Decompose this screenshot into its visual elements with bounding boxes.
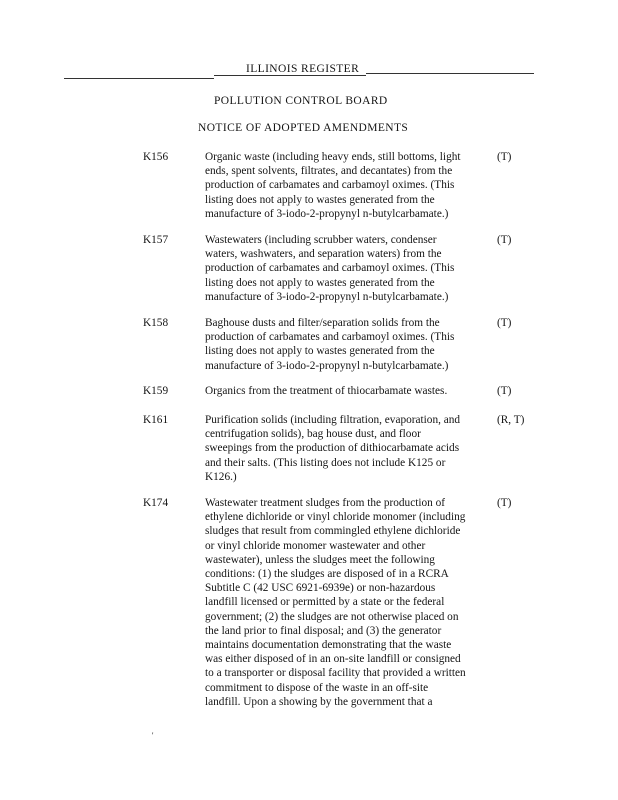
description-line: government; (2) the sludges are not otherwise placed on — [205, 610, 459, 623]
description-line: ethylene dichloride or vinyl chloride monomer (including — [205, 511, 466, 524]
notice-title: NOTICE OF ADOPTED AMENDMENTS — [198, 122, 409, 134]
description-line: commitment to dispose of the waste in an off-site — [205, 681, 429, 694]
hazard-code: (T) — [497, 385, 512, 397]
description-line: production of carbamates and carbamoyl oximes. (This — [205, 179, 455, 192]
waste-code: K159 — [143, 385, 169, 397]
description-line: and their salts. (This listing does not include K125 or — [205, 456, 446, 469]
hazard-code: (T) — [497, 317, 512, 329]
description-line: to a transporter or disposal facility that provided a written — [205, 667, 466, 680]
description-line: Wastewater treatment sludges from the production of — [205, 497, 446, 509]
description-line: listing does not apply to wastes generated from the — [205, 193, 435, 206]
description-line: landfill licensed or permitted by a state or the federal — [205, 596, 445, 609]
description-line: listing does not apply to wastes generated from the — [205, 345, 435, 358]
waste-description — [205, 316, 490, 373]
waste-code: K174 — [143, 497, 169, 509]
waste-code: K156 — [143, 151, 169, 163]
description-line: listing does not apply to wastes generated from the — [205, 276, 435, 289]
description-line: maintains documentation demonstrating that the waste — [205, 639, 452, 652]
waste-description — [205, 233, 490, 304]
waste-description — [205, 496, 490, 709]
description-line: Subtitle C (42 USC 6921-6939e) or non-hazardous — [205, 582, 436, 595]
waste-code: K157 — [143, 234, 169, 246]
description-line: manufacture of 3-iodo-2-propynyl n-butylcarbamate.) — [205, 290, 449, 303]
register-title: ILLINOIS REGISTER — [246, 63, 360, 75]
description-line: Organic waste (including heavy ends, still bottoms, light — [205, 151, 461, 163]
description-line: wastewater), unless the sludges meet the following — [205, 553, 435, 566]
header-rule-right — [366, 73, 534, 74]
description-line: production of carbamates and carbamoyl oximes. (This — [205, 331, 455, 344]
description-line: ends, spent solvents, filtrates, and decantates) from the — [205, 165, 453, 178]
description-line: Purification solids (including filtration, evaporation, and — [205, 414, 461, 426]
hazard-code: (T) — [497, 497, 512, 509]
hazard-code: (T) — [497, 151, 512, 163]
description-line: production of carbamates and carbamoyl oximes. (This — [205, 262, 455, 275]
waste-description — [205, 413, 490, 484]
description-line: Baghouse dusts and filter/separation solids from the — [205, 317, 440, 329]
hazard-code: (T) — [497, 234, 512, 246]
description-line: was either disposed of in an on-site landfill or consigned — [205, 653, 461, 666]
description-line: manufacture of 3-iodo-2-propynyl n-butylcarbamate.) — [205, 359, 449, 372]
waste-description — [205, 150, 490, 221]
hazard-code: (R, T) — [497, 414, 525, 426]
description-line: centrifugation solids), bag house dust, and floor — [205, 428, 421, 441]
waste-code: K158 — [143, 317, 169, 329]
header-rule-center — [214, 75, 366, 76]
waste-code: K161 — [143, 414, 169, 426]
description-line: waters, washwaters, and separation waters) from the — [205, 248, 442, 261]
description-line: or vinyl chloride monomer wastewater and other — [205, 539, 426, 552]
description-line: Organics from the treatment of thiocarbamate wastes. — [205, 385, 448, 397]
description-line: conditions: (1) the sludges are disposed of in a RCRA — [205, 568, 449, 581]
description-line: Wastewaters (including scrubber waters, condenser — [205, 234, 437, 246]
description-line: K126.) — [205, 470, 237, 483]
description-line: manufacture of 3-iodo-2-propynyl n-butylcarbamate.) — [205, 207, 449, 220]
board-title: POLLUTION CONTROL BOARD — [214, 95, 388, 107]
description-line: sludges that result from commingled ethylene dichloride — [205, 525, 461, 538]
description-line: sweepings from the production of dithiocarbamate acids — [205, 442, 460, 455]
waste-description — [205, 384, 490, 398]
description-line: the land prior to final disposal; and (3) the generator — [205, 624, 442, 637]
description-line: landfill. Upon a showing by the government that a — [205, 695, 433, 708]
header-rule-left — [64, 78, 214, 79]
scan-mark: ' — [152, 731, 154, 740]
